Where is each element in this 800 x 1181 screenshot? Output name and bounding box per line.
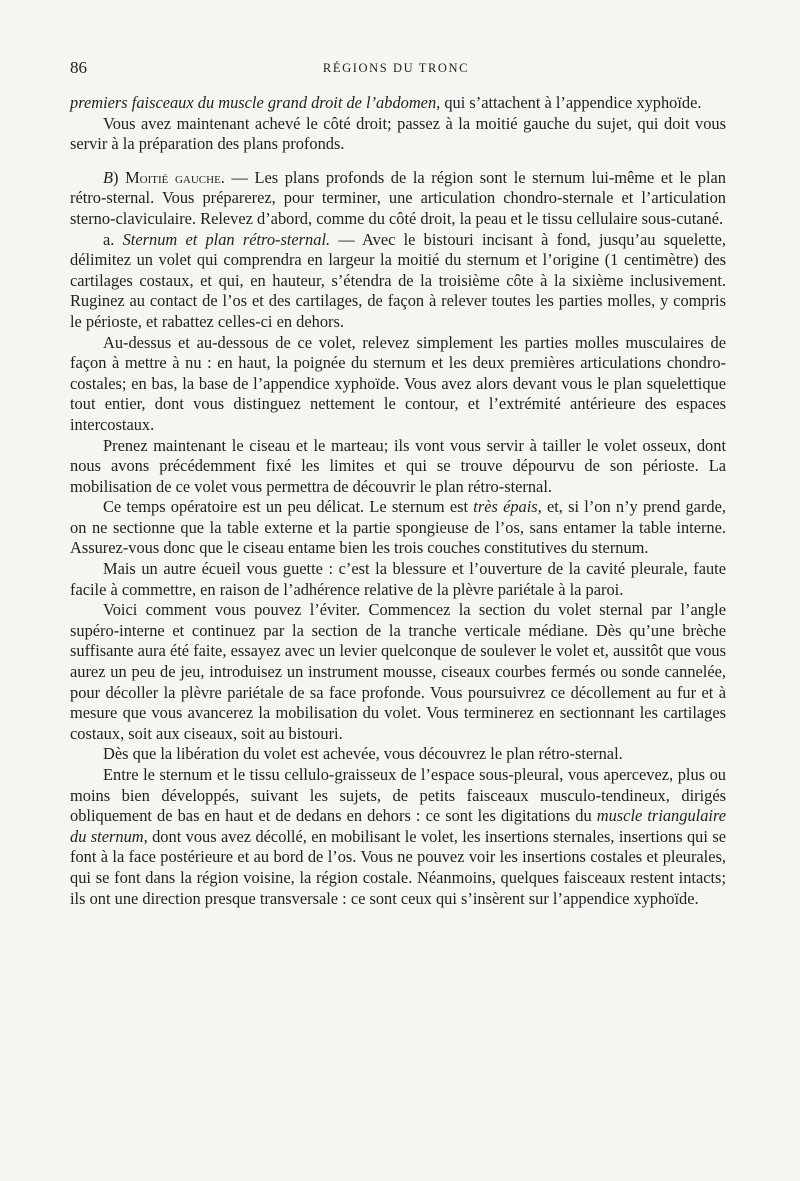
text-run: , et, si l’on n’y prend garde, on ne sectionne que la table externe et la partie spongieuse de l’os, sans entamer la table interne. Assurez-vous donc que le ciseau entame bien les trois couches constitutives du sternum. — [70, 497, 726, 558]
page-header — [70, 58, 722, 82]
text-run: Vous avez maintenant achevé le côté droit; passez à la moitié gauche du sujet, qui doit vous servir à la préparation des plans profonds. — [70, 113, 726, 154]
paragraph — [70, 497, 726, 559]
paragraph — [70, 333, 726, 436]
page-number: 86 — [70, 58, 87, 77]
paragraph — [70, 168, 726, 230]
paragraph — [70, 744, 726, 765]
text-run: Prenez maintenant le ciseau et le marteau; ils vont vous servir à tailler le volet osseux, dont nous avons précédemment fixé les limites et qui se trouve dépourvu de son périoste. La mobilisation de ce volet vous permettra de découvrir le plan rétro-sternal. — [70, 435, 726, 496]
paragraph — [70, 93, 726, 114]
text-run: , dont vous avez décollé, en mobilisant le volet, les insertions sternales, insertions qui se font à la face postérieure et au bord de l’os. Vous ne pouvez voir les insertions costales et pleurales, qui se font dans la région voisine, la région costale. Néanmoins, quelques faisceaux restent intacts; ils ont une direction presque transversale : ce sont ceux qui s’insèrent sur l’appendice xyphoïde. — [70, 826, 726, 908]
italic-text: muscle triangulaire du sternum — [70, 806, 726, 846]
italic-text: premiers faisceaux du muscle grand droit de l’abdomen — [70, 93, 437, 112]
running-head: RÉGIONS DU TRONC — [322, 61, 470, 75]
paragraph — [70, 600, 726, 744]
text-run: Mais un autre écueil vous guette : c’est la blessure et l’ouverture de la cavité pleurale, faute facile à commettre, en raison de l’adhérence relative de la plèvre pariétale à la paroi. — [70, 559, 726, 599]
paragraph — [70, 765, 726, 909]
text-run: — Les plans profonds de la région sont le sternum lui-même et le plan rétro-sternal. Vous préparerez, pour terminer, une articulation chondro-sternale et l’articulation sterno-claviculaire. Relevez d’abord, comme du côté droit, la peau et le tissu cellulaire sous-cutané. — [70, 167, 726, 228]
text-run: ) — [113, 167, 126, 187]
text-run: a. — [103, 229, 123, 249]
body-text — [70, 93, 726, 909]
paragraph — [70, 436, 726, 498]
italic-text: très épais — [473, 497, 538, 517]
small-caps-text: Moitié gauche. — [125, 167, 225, 187]
text-run: — Avec le bistouri incisant à fond, jusqu’au squelette, délimitez un volet qui comprendra en largeur la moitié du sternum et l’origine (1 centimètre) des cartilages costaux, et qui, en hauteur, s’étendra de la troisième côte à la sixième inclusivement. Ruginez au contact de l’os et des cartilages, de façon à relever toutes les parties molles, y compris le périoste, et rabattez celles-ci en dehors. — [70, 229, 726, 331]
paragraph — [70, 114, 726, 155]
text-run: , qui s’attachent à l’appendice xyphoïde. — [436, 93, 702, 112]
paragraph — [70, 230, 726, 333]
text-run: Voici comment vous pouvez l’éviter. Commencez la section du volet sternal par l’angle supéro-interne et continuez par la section de la tranche verticale médiane. Dès qu’une brèche suffisante aura été faite, essayez avec un levier quelconque de soulever le volet et, aussitôt que vous aurez un peu de jeu, introduisez un instrument mousse, ciseaux courbes fermés ou sonde cannelée, pour décoller la plèvre pariétale de sa face profonde. Vous poursuivrez ce décollement au fur et à mesure que vous avancerez la mobilisation du volet. Vous terminerez en sectionnant les cartilages costaux, soit aux ciseaux, soit au bistouri. — [70, 600, 726, 743]
italic-text: Sternum et plan rétro-sternal. — [122, 229, 331, 249]
text-run: Au-dessus et au-dessous de ce volet, relevez simplement les parties molles musculaires de façon à mettre à nu : en haut, la poignée du sternum et les deux premières articulations chondro-costales; en bas, la base de l’appendice xyphoïde. Vous avez alors devant vous le plan squelettique tout entier, dont vous distinguez nettement le contour, et l’extrémité antérieure des espaces intercostaux. — [70, 332, 726, 434]
text-run: Entre le sternum et le tissu cellulo-graisseux de l’espace sous-pleural, vous apercevez, plus ou moins bien développés, suivant les sujets, de petits faisceaux musculo-tendineux, dirigés obliquement de bas en haut et de dedans en dehors : ce sont les digitations du — [70, 765, 726, 826]
text-run: Dès que la libération du volet est achevée, vous découvrez le plan rétro-sternal. — [103, 744, 623, 764]
text-run: Ce temps opératoire est un peu délicat. Le sternum est — [103, 497, 474, 517]
italic-text: B — [103, 167, 114, 187]
paragraph — [70, 559, 726, 600]
